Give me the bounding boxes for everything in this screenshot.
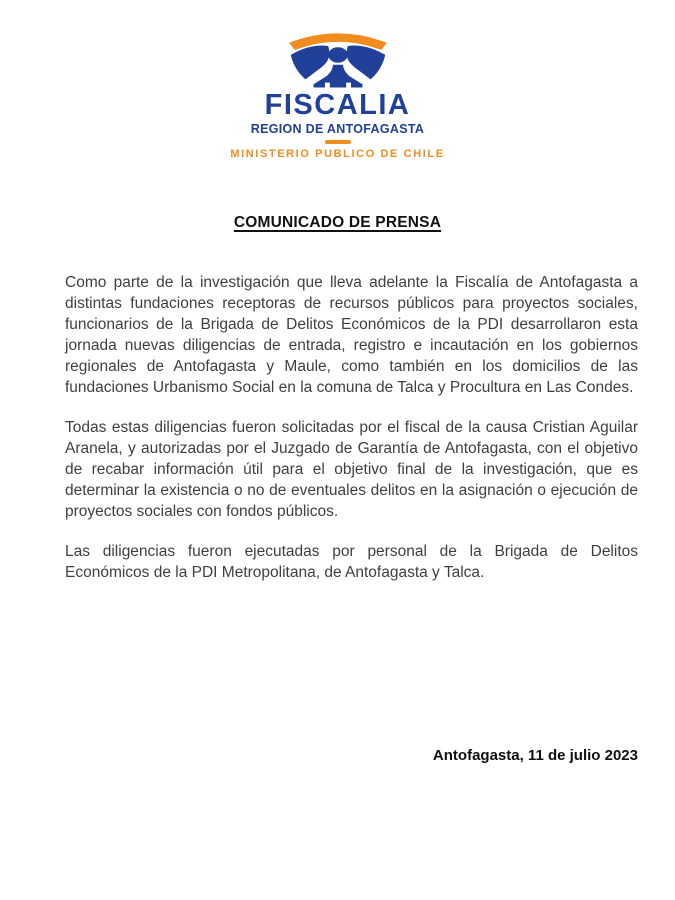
logo-region: REGION DE ANTOFAGASTA [250, 122, 425, 137]
document-body [0, 272, 675, 583]
logo-divider [325, 140, 351, 144]
logo-ministry: MINISTERIO PUBLICO DE CHILE [230, 148, 445, 161]
fiscalia-emblem-icon [281, 30, 395, 88]
body-paragraph: Todas estas diligencias fueron solicitadas por el fiscal de la causa Cristian Aguilar Aranela, y autorizadas por el Juzgado de Garantía de Antofagasta, con el objetivo de recabar información útil para el objetivo final de la investigación, que es determinar la existencia o no de eventuales delitos en la asignación o ejecución de proyectos sociales con fondos públicos. [65, 419, 638, 521]
body-paragraph: Como parte de la investigación que lleva adelante la Fiscalía de Antofagasta a distintas fundaciones receptoras de recursos públicos para proyectos sociales, funcionarios de la Brigada de Delitos Económicos de la PDI desarrollaron esta jornada nuevas diligencias de entrada, registro e incautación en los gobiernos regionales de Antofagasta y Maule, como también en los domicilios de las fundaciones Urbanismo Social en la comuna de Talca y Procultura en Las Condes. [65, 274, 638, 397]
fiscalia-logo [0, 30, 675, 160]
body-paragraph: Las diligencias fueron ejecutadas por personal de la Brigada de Delitos Económicos de la PDI Metropolitana, de Antofagasta y Talca. [65, 543, 638, 582]
logo-title: FISCALIA [264, 89, 411, 121]
press-release-title: COMUNICADO DE PRENSA [233, 214, 442, 232]
dateline: Antofagasta, 11 de julio 2023 [432, 747, 638, 765]
